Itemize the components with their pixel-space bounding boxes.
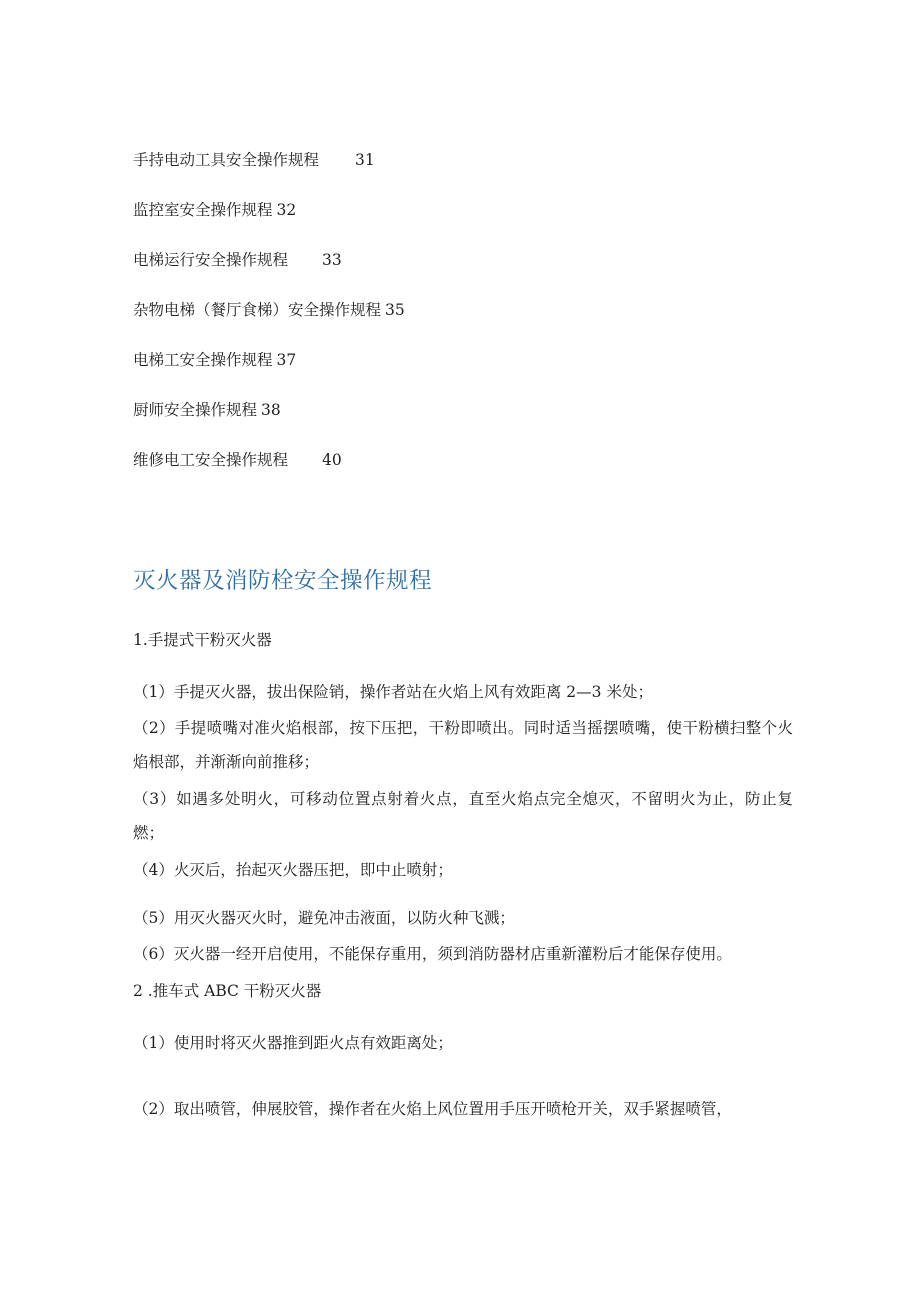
toc-entry-title: 电梯工安全操作规程 (133, 351, 273, 369)
toc-entry-title: 电梯运行安全操作规程 (133, 251, 289, 269)
toc-entry-page: 31 (355, 151, 375, 169)
toc-entry[interactable] (133, 200, 296, 220)
paragraph: （6）灭火器一经开启使用，不能保存重用，须到消防器材店重新灌粉后才能保存使用。 (133, 945, 732, 963)
paragraph: （1）使用时将灭火器推到距火点有效距离处； (133, 1034, 453, 1052)
toc-entry-page: 38 (261, 401, 281, 419)
toc-entry[interactable] (133, 350, 296, 370)
toc-entry[interactable] (133, 450, 342, 470)
paragraph: （5）用灭火器灭火时，避免冲击液面，以防火种飞溅； (133, 909, 515, 927)
toc-entry[interactable] (133, 400, 281, 420)
section-heading: 灭火器及消防栓安全操作规程 (133, 568, 433, 594)
toc-entry[interactable] (133, 250, 342, 270)
toc-entry-title: 监控室安全操作规程 (133, 201, 273, 219)
paragraph: （1）手提灭火器，拔出保险销，操作者站在火焰上风有效距离 2—3 米处； (133, 683, 653, 701)
toc-entry-title: 厨师安全操作规程 (133, 401, 258, 419)
subsection-title: 1.手提式干粉灭火器 (133, 631, 272, 649)
paragraph: （2）手提喷嘴对准火焰根部，按下压把，干粉即喷出。同时适当摇摆喷嘴，使干粉横扫整个火焰根部，并渐渐向前推移； (133, 719, 793, 771)
toc-entry-title: 维修电工安全操作规程 (133, 451, 289, 469)
toc-entry-title: 杂物电梯（餐厅食梯）安全操作规程 (133, 301, 382, 319)
toc-entry-title: 手持电动工具安全操作规程 (133, 151, 320, 169)
paragraph: （2）取出喷管，伸展胶管，操作者在火焰上风位置用手压开喷枪开关，双手紧握喷管， (133, 1100, 732, 1118)
toc-entry-page: 35 (385, 301, 405, 319)
toc-entry-page: 37 (276, 351, 297, 369)
toc-entry[interactable] (133, 150, 375, 170)
subsection-title: 2 .推车式 ABC 干粉灭火器 (133, 982, 322, 1000)
toc-entry[interactable] (133, 300, 405, 320)
paragraph: （4）火灭后，抬起灭火器压把，即中止喷射； (133, 861, 453, 879)
toc-entry-page: 32 (276, 201, 297, 219)
toc-entry-page: 33 (322, 251, 342, 269)
toc-entry-page: 40 (322, 451, 342, 469)
paragraph: （3）如遇多处明火，可移动位置点射着火点，直至火焰点完全熄灭，不留明火为止，防止复燃； (133, 790, 793, 842)
